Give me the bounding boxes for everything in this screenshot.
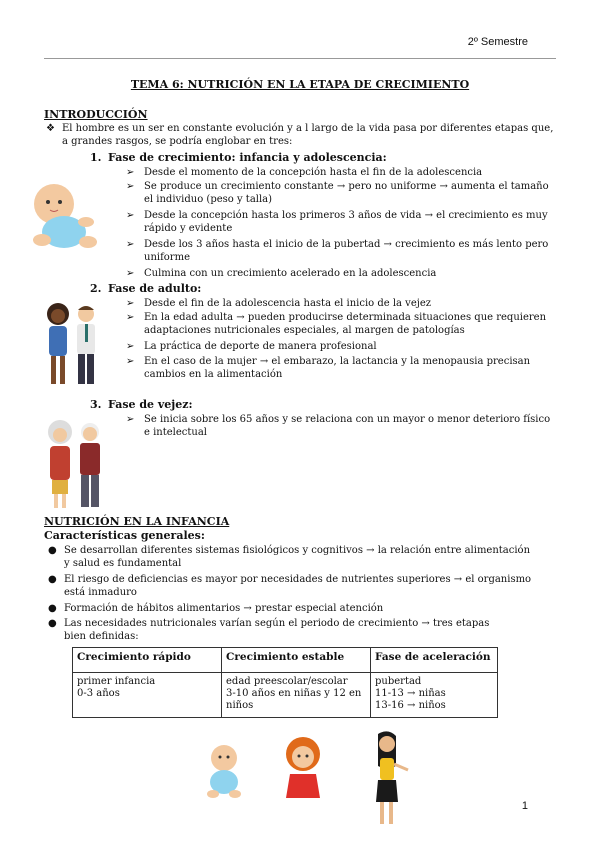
elderly-couple-illustration (40, 418, 112, 510)
phase-3-number: 3. (90, 398, 102, 411)
table-header: Crecimiento estable (222, 648, 371, 673)
infancia-bullet: Se desarrollan diferentes sistemas fisiológicos y cognitivos → la relación entre alimentación y salud es fundamental (64, 545, 531, 569)
dot-bullet-icon: ● (48, 603, 57, 614)
phase-1-number: 1. (90, 151, 102, 164)
arrow-bullet-icon: ➢ (126, 414, 135, 425)
arrow-bullet-icon: ➢ (126, 167, 135, 178)
diamond-bullet-icon: ❖ (46, 123, 55, 134)
infancia-subheading: Características generales: (44, 529, 205, 542)
phase-2-label: Fase de adulto: (108, 282, 202, 295)
arrow-bullet-icon: ➢ (126, 239, 135, 250)
page-number: 1 (521, 800, 528, 812)
table-cell (371, 673, 498, 718)
phase-2-item: La práctica de deporte de manera profesional (144, 341, 377, 352)
infancia-heading: NUTRICIÓN EN LA INFANCIA (44, 515, 230, 528)
phase-1-item: Desde la concepción hasta los primeros 3 años de vida → el crecimiento es muy rápido y evidente (144, 210, 548, 234)
infancia-bullet: Las necesidades nutricionales varían según el periodo de crecimiento → tres etapas bien definidas: (64, 618, 490, 642)
arrow-bullet-icon: ➢ (126, 268, 135, 279)
table-header: Fase de aceleración (371, 648, 498, 673)
dot-bullet-icon: ● (48, 545, 57, 556)
table-cell (73, 673, 222, 718)
intro-heading: INTRODUCCIÓN (44, 108, 148, 121)
phase-1-item: Se produce un crecimiento constante → pero no uniforme → aumenta el tamaño el individuo (peso y talla) (144, 181, 549, 205)
phase-3-item: Se inicia sobre los 65 años y se relaciona con un mayor o menor deterioro físico e intelectual (144, 414, 551, 438)
phase-1-item: Desde los 3 años hasta el inicio de la pubertad → crecimiento es más lento pero uniforme (144, 239, 549, 263)
phase-3-label: Fase de vejez: (108, 398, 193, 411)
cell-line: primer infancia (77, 676, 156, 687)
arrow-bullet-icon: ➢ (126, 181, 135, 192)
intro-paragraph: El hombre es un ser en constante evolución y a l largo de la vida pasa por diferentes etapas que, a grandes rasgos, se podría englobar en tres: (62, 123, 554, 147)
infancia-bullet: El riesgo de deficiencias es mayor por necesidades de nutrientes superiores → el organismo está inmaduro (64, 574, 532, 598)
growth-stages-table (72, 647, 498, 718)
infancia-bullet: Formación de hábitos alimentarios → prestar especial atención (64, 603, 384, 614)
baby-illustration (24, 178, 102, 258)
arrow-bullet-icon: ➢ (126, 210, 135, 221)
header-divider (44, 58, 556, 59)
table-row (73, 673, 498, 718)
dot-bullet-icon: ● (48, 618, 57, 629)
cell-line: 3-10 años en niñas y 12 en niños (226, 688, 362, 711)
toddler-illustration (205, 742, 243, 800)
phase-1-item: Culmina con un crecimiento acelerado en la adolescencia (144, 268, 437, 279)
cell-line: 11-13 → niñas (375, 688, 446, 699)
phase-2-item: En el caso de la mujer → el embarazo, la lactancia y la menopausia precisan cambios en la alimentación (144, 356, 531, 380)
arrow-bullet-icon: ➢ (126, 298, 135, 309)
table-header: Crecimiento rápido (73, 648, 222, 673)
girl-illustration (282, 736, 324, 802)
teen-girl-illustration (366, 730, 412, 828)
phase-2-item: Desde el fin de la adolescencia hasta el inicio de la vejez (144, 298, 432, 309)
phase-1-label: Fase de crecimiento: infancia y adolescencia: (108, 151, 387, 164)
cell-line: edad preescolar/escolar (226, 676, 348, 687)
arrow-bullet-icon: ➢ (126, 341, 135, 352)
table-cell (222, 673, 371, 718)
cell-line: pubertad (375, 676, 422, 687)
arrow-bullet-icon: ➢ (126, 356, 135, 367)
arrow-bullet-icon: ➢ (126, 312, 135, 323)
phase-1-item: Desde el momento de la concepción hasta el fin de la adolescencia (144, 167, 483, 178)
dot-bullet-icon: ● (48, 574, 57, 585)
phase-2-number: 2. (90, 282, 102, 295)
page-title: TEMA 6: NUTRICIÓN EN LA ETAPA DE CRECIMIENTO (130, 78, 470, 91)
semester-label: 2º Semestre (467, 36, 528, 48)
cell-line: 13-16 → niños (375, 700, 446, 711)
adults-illustration (40, 300, 108, 390)
phase-2-item: En la edad adulta → pueden producirse determinada situaciones que requieren adaptaciones nutricionales especiales, al margen de patologías (144, 312, 547, 336)
cell-line: 0-3 años (77, 688, 120, 699)
